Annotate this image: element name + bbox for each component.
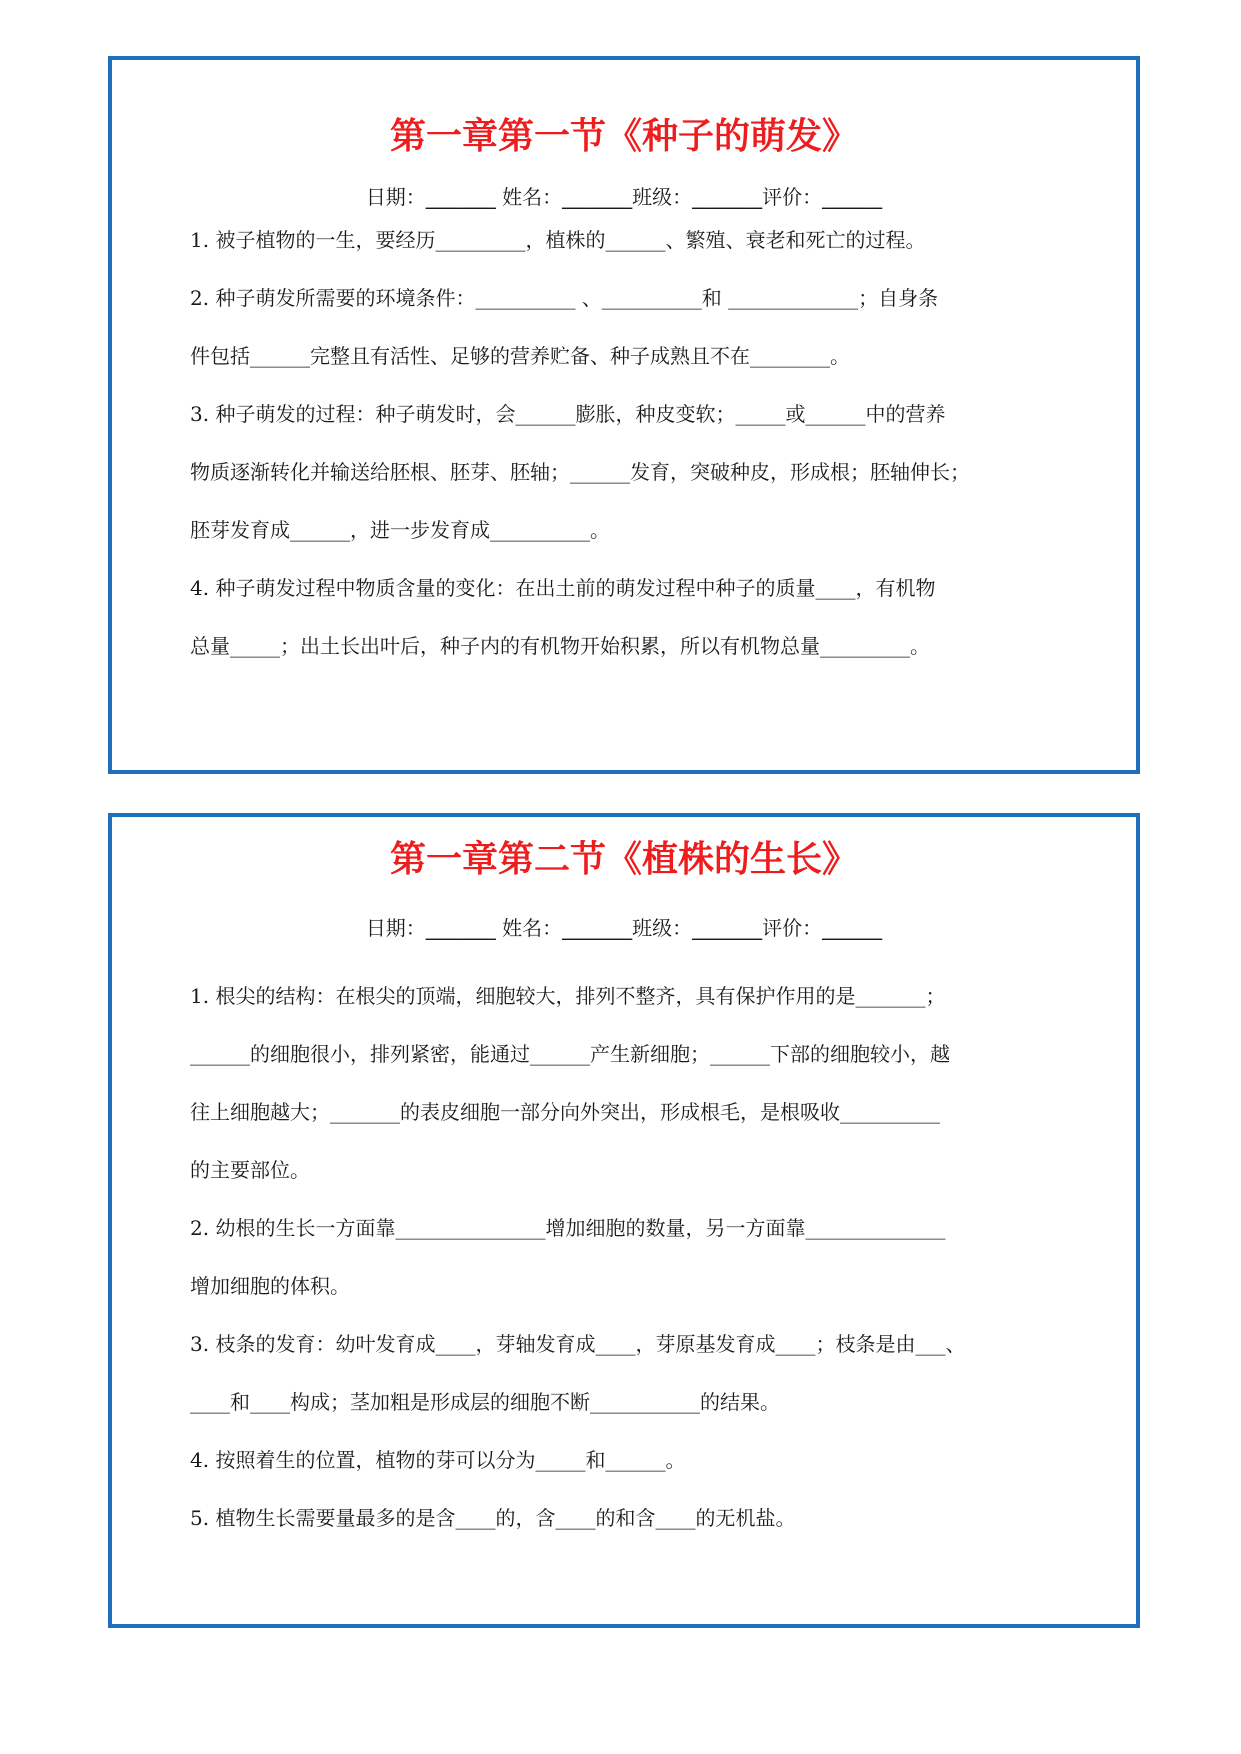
question-line: 2. 幼根的生长一方面靠_______________增加细胞的数量，另一方面靠______________	[190, 1216, 946, 1240]
card-title: 第一章第一节《种子的萌发》	[389, 116, 858, 157]
question-line: 3. 枝条的发育：幼叶发育成____，芽轴发育成____，芽原基发育成____；枝条是由___、	[190, 1332, 966, 1356]
question-line: 3. 种子萌发的过程：种子萌发时，会______膨胀，种皮变软；_____或______中的营养	[190, 402, 946, 426]
question-line: 增加细胞的体积。	[190, 1274, 350, 1298]
student-info-line: 日期：_______ 姓名：_______班级：_______评价：______	[365, 185, 883, 209]
question-line: 2. 种子萌发所需要的环境条件：__________ 、__________和 _____________；自身条	[190, 286, 939, 310]
question-line: 物质逐渐转化并输送给胚根、胚芽、胚轴；______发育，突破种皮，形成根；胚轴伸长；	[190, 460, 970, 484]
question-line: 胚芽发育成______，进一步发育成__________。	[190, 518, 610, 542]
worksheet-card-plant-growth	[108, 813, 1140, 1628]
question-line: ______的细胞很小，排列紧密，能通过______产生新细胞；______下部的细胞较小，越	[190, 1042, 950, 1066]
question-line: 的主要部位。	[190, 1158, 310, 1182]
card-title: 第一章第二节《植株的生长》	[389, 839, 858, 880]
question-line: 件包括______完整且有活性、足够的营养贮备、种子成熟且不在________。	[190, 344, 850, 368]
question-line: ____和____构成；茎加粗是形成层的细胞不断___________的结果。	[190, 1390, 780, 1414]
student-info-line: 日期：_______ 姓名：_______班级：_______评价：______	[365, 916, 883, 940]
question-line: 1. 被子植物的一生，要经历_________，植株的______、繁殖、衰老和死亡的过程。	[190, 228, 926, 252]
question-line: 总量_____；出土长出叶后，种子内的有机物开始积累，所以有机物总量_________。	[190, 634, 930, 658]
question-line: 4. 按照着生的位置，植物的芽可以分为_____和______。	[190, 1448, 686, 1472]
question-line: 5. 植物生长需要量最多的是含____的，含____的和含____的无机盐。	[190, 1506, 796, 1530]
question-line: 4. 种子萌发过程中物质含量的变化：在出土前的萌发过程中种子的质量____，有机物	[190, 576, 936, 600]
question-line: 1. 根尖的结构：在根尖的顶端，细胞较大，排列不整齐，具有保护作用的是_______；	[190, 984, 946, 1008]
question-line: 往上细胞越大；_______的表皮细胞一部分向外突出，形成根毛，是根吸收__________	[190, 1100, 940, 1124]
worksheet-card-seed-germination	[108, 56, 1140, 774]
